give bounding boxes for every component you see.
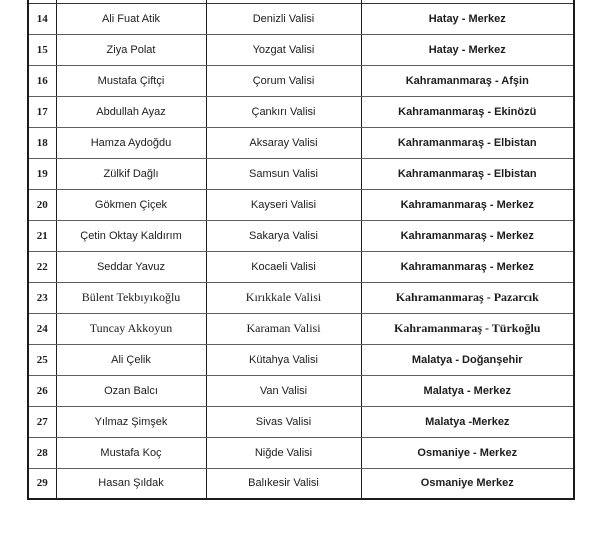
row-number-cell: 17 bbox=[28, 96, 56, 127]
table-row bbox=[28, 96, 574, 127]
row-number-cell: 15 bbox=[28, 34, 56, 65]
table-row bbox=[28, 406, 574, 437]
title-cell: Kayseri Valisi bbox=[206, 189, 361, 220]
title-cell: Aksaray Valisi bbox=[206, 127, 361, 158]
assignment-cell: Osmaniye - Merkez bbox=[361, 437, 574, 468]
assignment-cell: Hatay - Merkez bbox=[361, 34, 574, 65]
governors-assignment-table bbox=[27, 0, 575, 500]
table-row bbox=[28, 34, 574, 65]
title-cell: Yozgat Valisi bbox=[206, 34, 361, 65]
name-cell: Seddar Yavuz bbox=[56, 251, 206, 282]
table-row bbox=[28, 3, 574, 34]
table-row bbox=[28, 282, 574, 313]
title-cell: Balıkesir Valisi bbox=[206, 468, 361, 499]
row-number-cell: 23 bbox=[28, 282, 56, 313]
assignment-cell: Kahramanmaraş - Pazarcık bbox=[361, 282, 574, 313]
title-cell: Çorum Valisi bbox=[206, 65, 361, 96]
name-cell: Ali Çelik bbox=[56, 344, 206, 375]
title-cell: Karaman Valisi bbox=[206, 313, 361, 344]
table-row bbox=[28, 437, 574, 468]
table-row bbox=[28, 65, 574, 96]
table-row bbox=[28, 189, 574, 220]
row-number-cell: 16 bbox=[28, 65, 56, 96]
assignment-cell: Kahramanmaraş - Elbistan bbox=[361, 127, 574, 158]
row-number-cell: 25 bbox=[28, 344, 56, 375]
name-cell: Ozan Balcı bbox=[56, 375, 206, 406]
row-number-cell: 29 bbox=[28, 468, 56, 499]
name-cell: Hasan Şıldak bbox=[56, 468, 206, 499]
assignment-cell: Kahramanmaraş - Merkez bbox=[361, 220, 574, 251]
name-cell: Mustafa Koç bbox=[56, 437, 206, 468]
assignment-cell: Kahramanmaraş - Merkez bbox=[361, 251, 574, 282]
row-number-cell: 20 bbox=[28, 189, 56, 220]
row-number-cell: 18 bbox=[28, 127, 56, 158]
table-row bbox=[28, 127, 574, 158]
title-cell: Niğde Valisi bbox=[206, 437, 361, 468]
name-cell: Gökmen Çiçek bbox=[56, 189, 206, 220]
row-number-cell: 22 bbox=[28, 251, 56, 282]
title-cell: Van Valisi bbox=[206, 375, 361, 406]
assignment-cell: Malatya - Doğanşehir bbox=[361, 344, 574, 375]
title-cell: Kütahya Valisi bbox=[206, 344, 361, 375]
title-cell: Kırıkkale Valisi bbox=[206, 282, 361, 313]
name-cell: Çetin Oktay Kaldırım bbox=[56, 220, 206, 251]
assignment-cell: Kahramanmaraş - Türkoğlu bbox=[361, 313, 574, 344]
name-cell: Mustafa Çiftçi bbox=[56, 65, 206, 96]
assignment-cell: Kahramanmaraş - Ekinözü bbox=[361, 96, 574, 127]
assignment-cell: Malatya -Merkez bbox=[361, 406, 574, 437]
table-row bbox=[28, 313, 574, 344]
row-number-cell: 19 bbox=[28, 158, 56, 189]
assignment-cell: Malatya - Merkez bbox=[361, 375, 574, 406]
name-cell: Bülent Tekbıyıkoğlu bbox=[56, 282, 206, 313]
table-row bbox=[28, 468, 574, 499]
assignment-cell: Kahramanmaraş - Merkez bbox=[361, 189, 574, 220]
name-cell: Hamza Aydoğdu bbox=[56, 127, 206, 158]
title-cell: Samsun Valisi bbox=[206, 158, 361, 189]
name-cell: Abdullah Ayaz bbox=[56, 96, 206, 127]
table-row bbox=[28, 375, 574, 406]
row-number-cell: 14 bbox=[28, 3, 56, 34]
name-cell: Yılmaz Şimşek bbox=[56, 406, 206, 437]
assignment-cell: Osmaniye Merkez bbox=[361, 468, 574, 499]
row-number-cell: 26 bbox=[28, 375, 56, 406]
row-number-cell: 21 bbox=[28, 220, 56, 251]
title-cell: Denizli Valisi bbox=[206, 3, 361, 34]
assignment-cell: Hatay - Merkez bbox=[361, 3, 574, 34]
assignment-cell: Kahramanmaraş - Afşin bbox=[361, 65, 574, 96]
title-cell: Kocaeli Valisi bbox=[206, 251, 361, 282]
assignment-cell: Kahramanmaraş - Elbistan bbox=[361, 158, 574, 189]
name-cell: Zülkif Dağlı bbox=[56, 158, 206, 189]
table-row bbox=[28, 220, 574, 251]
row-number-cell: 24 bbox=[28, 313, 56, 344]
table-row bbox=[28, 158, 574, 189]
title-cell: Çankırı Valisi bbox=[206, 96, 361, 127]
row-number-cell: 27 bbox=[28, 406, 56, 437]
name-cell: Tuncay Akkoyun bbox=[56, 313, 206, 344]
title-cell: Sakarya Valisi bbox=[206, 220, 361, 251]
name-cell: Ziya Polat bbox=[56, 34, 206, 65]
row-number-cell: 28 bbox=[28, 437, 56, 468]
name-cell: Ali Fuat Atik bbox=[56, 3, 206, 34]
table-row bbox=[28, 251, 574, 282]
table-row bbox=[28, 344, 574, 375]
title-cell: Sivas Valisi bbox=[206, 406, 361, 437]
